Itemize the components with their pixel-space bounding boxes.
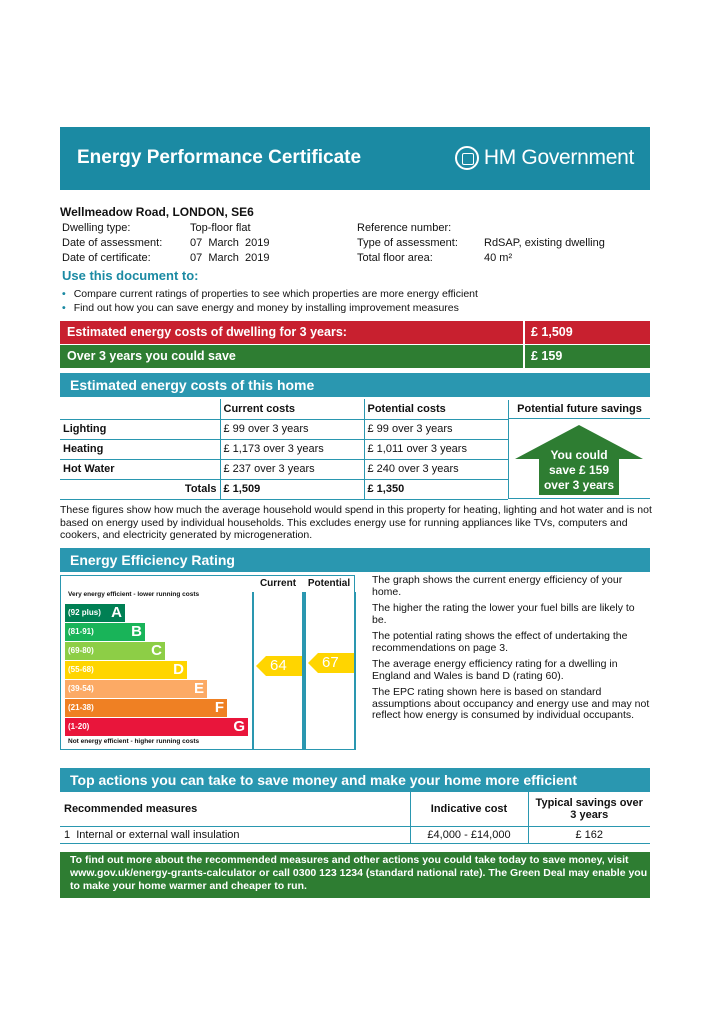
assessment-type-label: Type of assessment: [357,237,458,249]
costs-note: These figures show how much the average household would spend in this property for heating, lighting and hot water and is not based on energy used by individual households. This excludes energy use for running appliances like TVs, computers and cookers, and electricity generated by microgeneration. [60,504,652,541]
rating-note: The average energy efficiency rating for a dwelling in England and Wales is band D (rating 60). [372,658,618,682]
band-range: (21-38) [68,703,94,712]
rating-band-f [65,699,227,717]
rating-section-title: Energy Efficiency Rating [60,548,650,572]
assessment-type-value: RdSAP, existing dwelling [484,237,605,249]
rating-note: The potential rating shows the effect of undertaking the recommendations on page 3. [372,630,628,654]
table-row [60,419,508,439]
band-letter: D [173,661,184,678]
measures-header: Recommended measures [60,792,410,826]
band-letter: C [151,642,162,659]
band-letter: B [131,623,142,640]
row-label: Heating [60,439,220,459]
header-banner [60,127,650,190]
band-letter: F [214,699,224,716]
rating-band-a [65,604,125,622]
measures-table [60,792,650,844]
property-address: Wellmeadow Road, LONDON, SE6 [60,205,254,219]
current-cost: £ 99 over 3 years [220,419,364,439]
potential-column-header: Potential [307,578,351,589]
future-savings-box [508,419,650,499]
current-costs-header: Current costs [220,399,364,419]
band-letter: G [233,718,245,735]
current-column-header: Current [259,578,297,589]
rating-band-b [65,623,145,641]
row-label: Lighting [60,419,220,439]
savings-cell: £ 162 [528,826,650,843]
potential-costs-header: Potential costs [364,399,508,419]
current-cost: £ 1,173 over 3 years [220,439,364,459]
savings-bar [60,345,650,368]
use-document-title: Use this document to: [62,268,199,283]
savings-value: £ 159 [523,345,562,368]
efficient-label: Very energy efficient - lower running costs [68,591,200,598]
band-letter: A [111,604,122,621]
future-savings-header: Potential future savings [508,400,650,419]
band-letter: E [193,680,204,697]
rating-note: The EPC rating shown here is based on standard assumptions about occupancy and energy use and may not reflect how energy is consumed by individual occupants. [372,686,650,721]
page-title: Energy Performance Certificate [77,147,362,168]
savings-header: Typical savings over 3 years [528,792,650,826]
potential-cost: £ 99 over 3 years [364,419,508,439]
potential-cost: £ 240 over 3 years [364,459,508,479]
footer-note: To find out more about the recommended measures and other actions you could take today to save money, visit www.gov.uk/energy-grants-calculator or call 0300 123 1234 (standard national rate). The Green Deal may enable you to make your home warmer and cheaper to run. [60,852,650,898]
table-row [60,826,650,843]
totals-row [60,479,508,499]
certificate-date-value: 07 March 2019 [190,252,270,264]
actions-section-title: Top actions you can take to save money and make your home more efficient [60,768,650,792]
band-range: (92 plus) [68,608,101,617]
costs-section-title: Estimated energy costs of this home [60,373,650,397]
list-item: • Compare current ratings of properties to see which properties are more energy efficient [62,288,478,300]
totals-current: £ 1,509 [220,479,364,499]
potential-cost: £ 1,011 over 3 years [364,439,508,459]
current-cost: £ 237 over 3 years [220,459,364,479]
table-header-row [60,399,508,419]
royal-crest-icon [455,146,479,170]
table-row [60,439,508,459]
dwelling-type-value: Top-floor flat [190,222,251,234]
band-range: (39-54) [68,684,94,693]
measure-cell: 1 Internal or external wall insulation [60,826,410,843]
cost-header: Indicative cost [410,792,528,826]
dwelling-type-label: Dwelling type: [62,222,131,234]
totals-label: Totals [60,479,220,499]
band-range: (81-91) [68,627,94,636]
rating-notes [372,575,652,727]
assessment-date-label: Date of assessment: [62,237,163,249]
inefficient-label: Not energy efficient - higher running costs [68,738,200,745]
current-rating-value: 64 [270,657,287,674]
floor-area-label: Total floor area: [357,252,433,264]
rating-band-g [65,718,248,736]
savings-label: Over 3 years you could save [67,349,236,363]
band-range: (69-80) [68,646,94,655]
table-row [60,459,508,479]
row-label: Hot Water [60,459,220,479]
rating-note: The higher the rating the lower your fuel bills are likely to be. [372,602,635,626]
reference-label: Reference number: [357,222,452,234]
estimated-cost-label: Estimated energy costs of dwelling for 3 years: [67,325,347,339]
totals-potential: £ 1,350 [364,479,508,499]
org-name: HM Government [483,146,634,169]
use-document-list [62,288,478,316]
floor-area-value: 40 m² [484,252,513,264]
estimated-cost-bar [60,321,650,344]
rating-band-e [65,680,207,698]
band-range: (1-20) [68,722,90,731]
rating-band-c [65,642,165,660]
potential-rating-value: 67 [322,654,339,671]
estimated-cost-value: £ 1,509 [523,321,573,344]
potential-rating-pointer [308,653,354,673]
certificate-date-label: Date of certificate: [62,252,151,264]
efficiency-rating-chart [60,575,355,750]
rating-note: The graph shows the current energy efficiency of your home. [372,574,623,598]
costs-table [60,399,508,500]
list-item: • Find out how you can save energy and money by installing improvement measures [62,302,459,314]
rating-band-d [65,661,187,679]
hm-government-logo [455,146,634,170]
savings-arrow-text: You could save £ 159 over 3 years [543,448,615,492]
current-rating-pointer [256,656,302,676]
assessment-date-value: 07 March 2019 [190,237,270,249]
table-header-row [60,792,650,826]
band-range: (55-68) [68,665,94,674]
cost-cell: £4,000 - £14,000 [410,826,528,843]
